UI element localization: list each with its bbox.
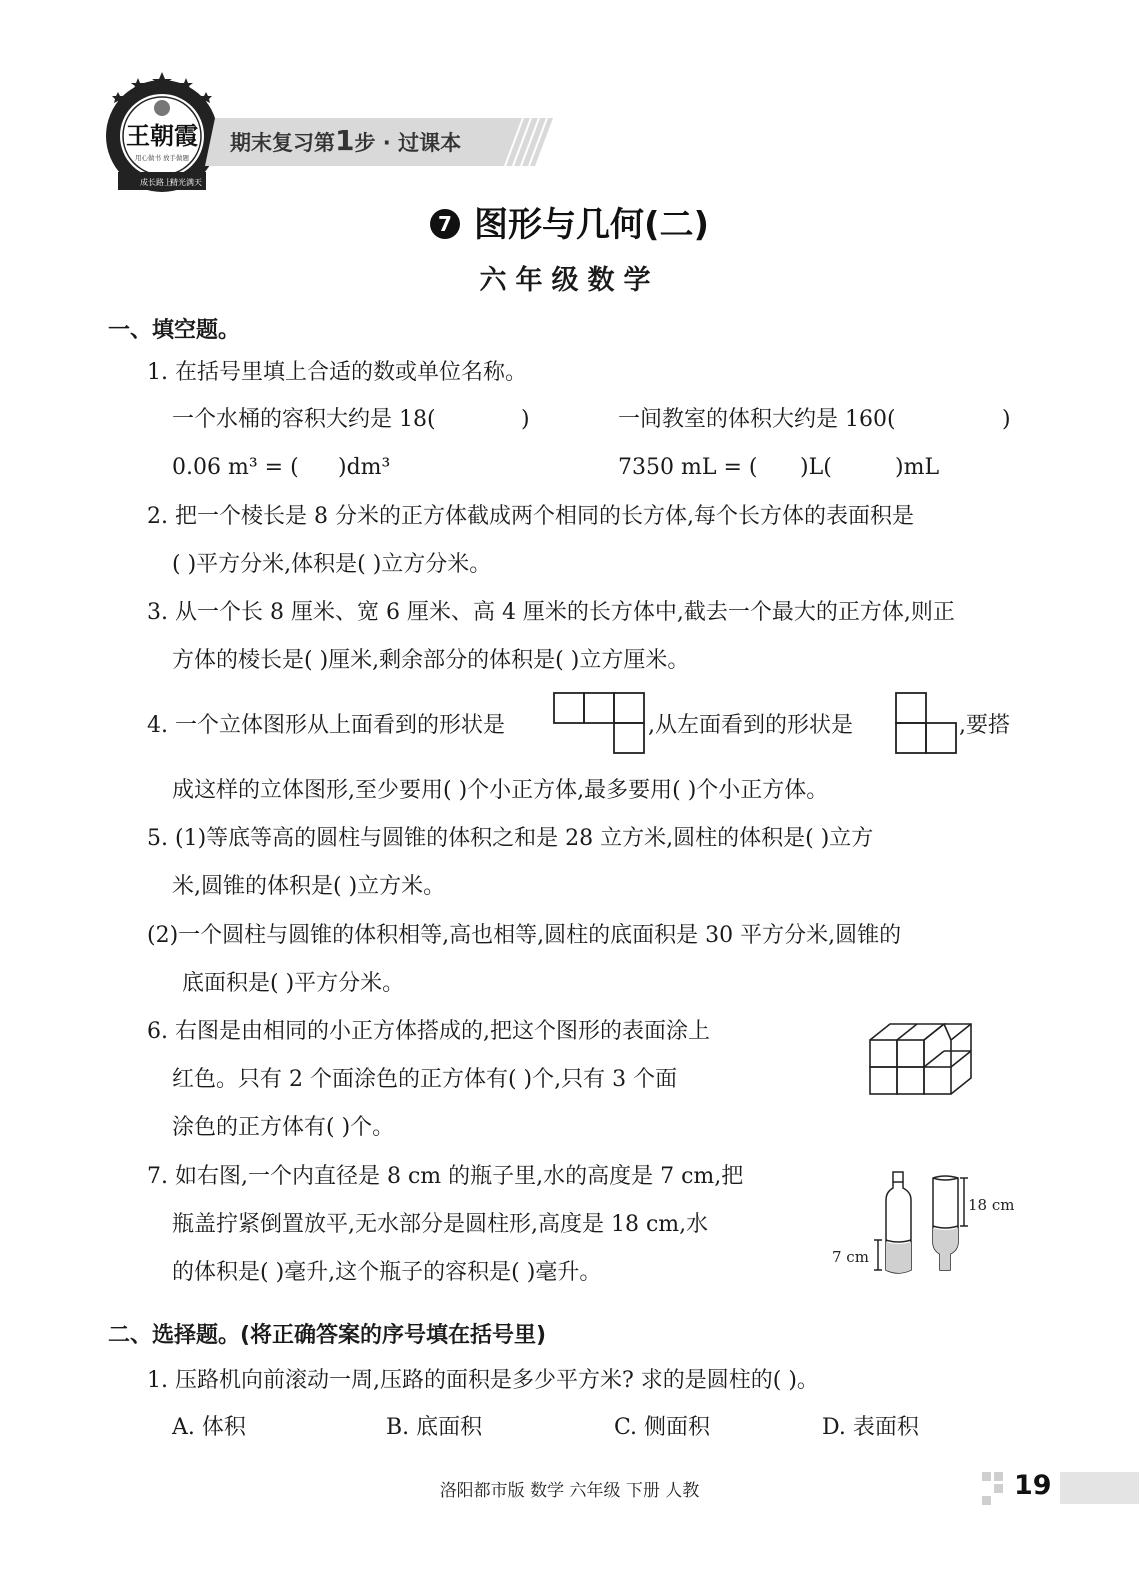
q1-a-right-end: ) bbox=[1002, 407, 1011, 432]
q2-line2: ( )平方分米,体积是( )立方分米。 bbox=[172, 552, 492, 577]
banner-step-number: 1 bbox=[335, 124, 355, 157]
banner-title bbox=[230, 124, 461, 157]
q1-a-left bbox=[172, 405, 436, 435]
banner-prefix: 期末复习第 bbox=[230, 131, 335, 155]
q1-b-right-2: )L( bbox=[800, 455, 832, 480]
q1-a-right: 一间教室的体积大约是 160( bbox=[618, 407, 896, 432]
label-7cm: 7 cm bbox=[832, 1248, 869, 1266]
chapter-number: 7 bbox=[430, 209, 460, 239]
section2-heading: 二、选择题。(将正确答案的序号填在括号里) bbox=[108, 1323, 547, 1348]
q6-line1: 6. 右图是由相同的小正方体搭成的,把这个图形的表面涂上 bbox=[147, 1019, 710, 1044]
top-view-figure bbox=[553, 692, 645, 754]
banner-suffix: 步 · 过课本 bbox=[354, 131, 462, 155]
badge-name: 王朝霞 bbox=[126, 121, 198, 150]
chapter-subtitle: 六年级数学 bbox=[479, 265, 660, 296]
badge-sub: 用心做书 放手做题 bbox=[134, 154, 190, 162]
deco-square bbox=[994, 1472, 1003, 1481]
q5-line4: 底面积是( )平方分米。 bbox=[182, 971, 405, 996]
q3-line2: 方体的棱长是( )厘米,剩余部分的体积是( )立方厘米。 bbox=[172, 648, 690, 673]
q7-line3: 的体积是( )毫升,这个瓶子的容积是( )毫升。 bbox=[172, 1260, 602, 1285]
badge-motto-left: 成长路上 bbox=[140, 178, 172, 187]
q4-part3: ,要搭 bbox=[959, 713, 1010, 738]
q3-line1: 3. 从一个长 8 厘米、宽 6 厘米、高 4 厘米的长方体中,截去一个最大的正方体,则正 bbox=[147, 600, 955, 625]
chapter-title-text: 图形与几何(二) bbox=[473, 205, 710, 245]
q4-part2: ,从左面看到的形状是 bbox=[648, 713, 853, 738]
q6-line3: 涂色的正方体有( )个。 bbox=[172, 1115, 395, 1140]
option-c: C. 侧面积 bbox=[614, 1415, 711, 1440]
left-view-figure bbox=[895, 692, 957, 754]
q2-line1: 2. 把一个棱长是 8 分米的正方体截成两个相同的长方体,每个长方体的表面积是 bbox=[147, 504, 914, 529]
bottles-figure bbox=[830, 1170, 1025, 1282]
q1-prompt: 1. 在括号里填上合适的数或单位名称。 bbox=[147, 360, 527, 385]
q1-a-left-end: ) bbox=[521, 407, 530, 432]
q5-line3: (2)一个圆柱与圆锥的体积相等,高也相等,圆柱的底面积是 30 平方分米,圆锥的 bbox=[147, 923, 902, 948]
water-inverted bbox=[933, 1228, 958, 1270]
footer-edition: 洛阳都市版 数学 六年级 下册 人教 bbox=[439, 1481, 700, 1501]
chapter-title bbox=[0, 197, 1139, 246]
q1-b-right-3: )mL bbox=[895, 455, 940, 480]
page-number: 19 bbox=[1014, 1470, 1052, 1501]
q4-line2: 成这样的立体图形,至少要用( )个小正方体,最多要用( )个小正方体。 bbox=[172, 778, 829, 803]
s2-q1-prompt: 1. 压路机向前滚动一周,压路的面积是多少平方米? 求的是圆柱的( )。 bbox=[147, 1368, 819, 1393]
badge-motto-right: 精光满天 bbox=[170, 178, 202, 187]
cube-stack-figure bbox=[866, 1020, 978, 1102]
page-number-bar bbox=[1060, 1472, 1139, 1504]
water-upright bbox=[886, 1242, 911, 1273]
q6-line2: 红色。只有 2 个面涂色的正方体有( )个,只有 3 个面 bbox=[172, 1067, 678, 1092]
q1-a-left-text: 一个水桶的容积大约是 18( bbox=[172, 407, 436, 432]
q5-line1: 5. (1)等底等高的圆柱与圆锥的体积之和是 28 立方米,圆柱的体积是( )立方 bbox=[147, 826, 874, 851]
option-d: D. 表面积 bbox=[822, 1415, 919, 1440]
deco-square bbox=[982, 1496, 991, 1505]
section1-heading: 一、填空题。 bbox=[108, 318, 241, 343]
q1-b-left-1: 0.06 m³ = ( bbox=[172, 455, 299, 480]
label-18cm: 18 cm bbox=[968, 1196, 1015, 1214]
deco-square bbox=[982, 1472, 991, 1481]
option-b: B. 底面积 bbox=[386, 1415, 483, 1440]
q7-line2: 瓶盖拧紧倒置放平,无水部分是圆柱形,高度是 18 cm,水 bbox=[172, 1212, 709, 1237]
q5-line2: 米,圆锥的体积是( )立方米。 bbox=[172, 874, 446, 899]
option-a: A. 体积 bbox=[172, 1415, 246, 1440]
deco-square bbox=[994, 1484, 1003, 1493]
q4-part1: 4. 一个立体图形从上面看到的形状是 bbox=[147, 713, 505, 738]
q1-b-right-1: 7350 mL = ( bbox=[618, 455, 758, 480]
q7-line1: 7. 如右图,一个内直径是 8 cm 的瓶子里,水的高度是 7 cm,把 bbox=[147, 1164, 744, 1189]
q1-b-left-2: )dm³ bbox=[338, 455, 391, 480]
